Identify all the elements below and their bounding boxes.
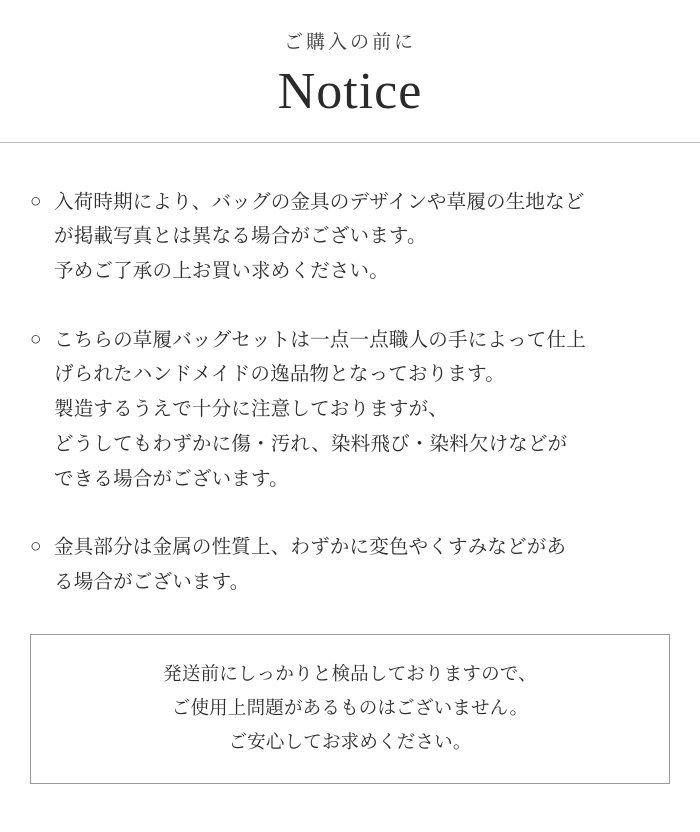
bullet-marker: ○ (30, 328, 42, 350)
note-line: こちらの草履バッグセットは一点一点職人の手によって仕上 (54, 328, 586, 351)
boxed-note-line: ご安心してお求めください。 (228, 731, 472, 753)
note-text (54, 530, 670, 599)
list-item (30, 185, 670, 289)
list-item (30, 323, 670, 497)
note-line: 金具部分は金属の性質上、わずかに変色やくすみなどがあ (54, 536, 567, 559)
notice-list (0, 185, 700, 600)
note-line: る場合がございます。 (54, 570, 250, 593)
list-item (30, 530, 670, 599)
note-line: 製造するうえで十分に注意しておりますが、 (54, 398, 449, 421)
note-text (54, 323, 670, 497)
note-line: 予めご了承の上お買い求めください。 (54, 260, 389, 282)
note-line: どうしてもわずかに傷・汚れ、染料飛び・染料欠けなどが (54, 432, 568, 455)
header-subtitle: ご購入の前に (283, 32, 416, 53)
note-line: できる場合がございます。 (54, 467, 289, 490)
note-text (54, 185, 670, 289)
note-line: が掲載写真とは異なる場合がございます。 (54, 225, 427, 248)
note-line: げられたハンドメイドの逸品物となっております。 (54, 363, 505, 386)
page-title: Notice (277, 62, 423, 120)
page-header (0, 0, 700, 124)
bullet-marker: ○ (30, 536, 42, 558)
note-line: 入荷時期により、バッグの金具のデザインや草履の生地など (54, 190, 585, 213)
boxed-note (30, 634, 670, 785)
header-divider (0, 142, 700, 143)
bullet-marker: ○ (30, 190, 42, 212)
boxed-note-line: ご使用上問題があるものはございません。 (171, 696, 529, 718)
boxed-note-line: 発送前にしっかりと検品しておりますので、 (163, 662, 537, 684)
